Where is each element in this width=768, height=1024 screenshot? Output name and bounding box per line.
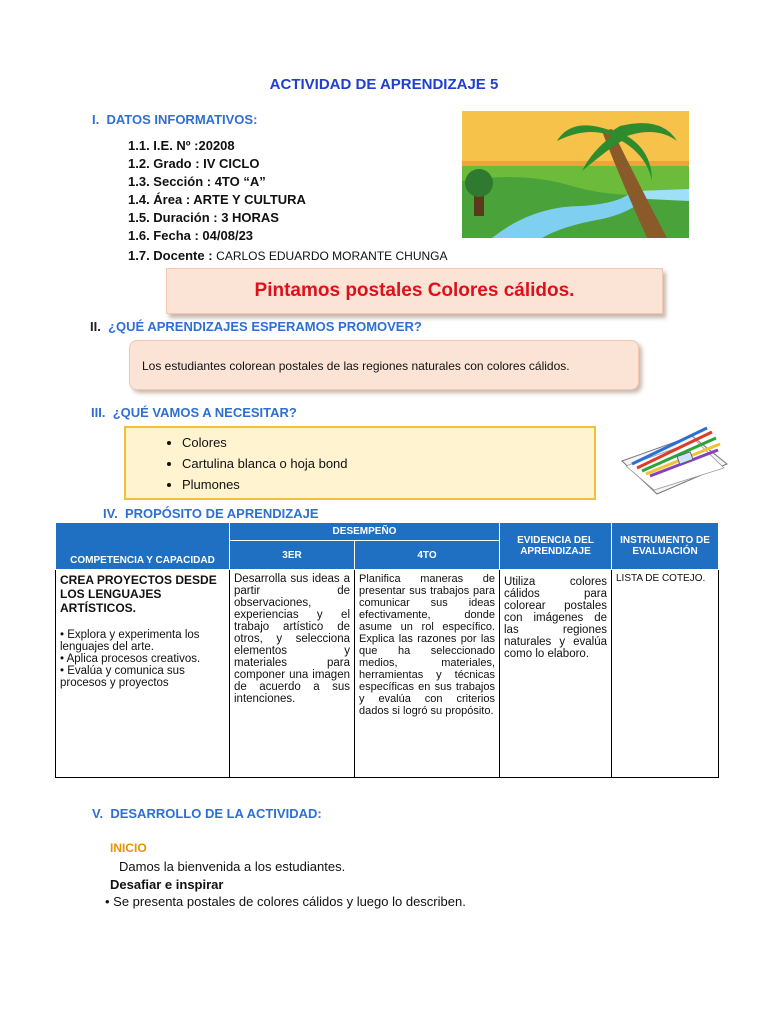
section-label: DATOS INFORMATIVOS: [106, 112, 258, 127]
header-desempeno: DESEMPEÑO [230, 523, 500, 541]
section-number: II. [90, 319, 101, 334]
competencia-title: CREA PROYECTOS DESDE LOS LENGUAJES ARTÍSTICOS. [60, 573, 217, 615]
datos-list [128, 137, 448, 265]
section-label: ¿QUÉ VAMOS A NECESITAR? [112, 405, 297, 420]
info-item: 1.1. I.E. Nº :20208 [128, 138, 235, 153]
header-instrumento: INSTRUMENTO DE EVALUACIÓN [612, 523, 719, 570]
page-title: ACTIVIDAD DE APRENDIZAJE 5 [269, 76, 499, 93]
presenta-text: • Se presenta postales de colores cálidos y luego lo describen. [105, 894, 466, 909]
section-number: V. [92, 806, 104, 821]
pencils-paper-illustration [612, 416, 732, 498]
docente-value: CARLOS EDUARDO MORANTE CHUNGA [216, 249, 448, 263]
section-number: III. [91, 405, 106, 420]
section-label: ¿QUÉ APRENDIZAJES ESPERAMOS PROMOVER? [108, 319, 422, 334]
competencia-cell [56, 570, 230, 778]
desempeno-3er-cell: Desarrolla sus ideas a partir de observaciones, experiencias y el trabajo artístico de otros, y selecciona elementos y materiales para componer una imagen de acuerdo a sus intenciones. [230, 570, 355, 778]
header-3er: 3ER [230, 541, 355, 570]
docente-label: 1.7. Docente : [128, 248, 213, 263]
info-item: 1.5. Duración : 3 HORAS [128, 210, 279, 225]
bienvenida-text: Damos la bienvenida a los estudiantes. [119, 859, 346, 874]
info-item: 1.3. Sección : 4TO “A” [128, 174, 266, 189]
section-heading-necesitar [91, 405, 297, 420]
header-evidencia: EVIDENCIA DEL APRENDIZAJE [500, 523, 612, 570]
material-item: • Plumones [182, 474, 594, 495]
capacidad-item: • Evalúa y comunica sus procesos y proyectos [60, 665, 185, 689]
section-heading-proposito [103, 506, 319, 521]
objective-box: Los estudiantes colorean postales de las regiones naturales con colores cálidos. [129, 340, 639, 390]
section-number: I. [92, 112, 100, 127]
section-heading-datos [92, 112, 257, 127]
materials-list [126, 432, 594, 495]
table-row [56, 570, 719, 778]
info-item: 1.6. Fecha : 04/08/23 [128, 228, 254, 243]
materials-box [124, 426, 596, 500]
info-item: 1.4. Área : ARTE Y CULTURA [128, 192, 306, 207]
section-number: IV. [103, 506, 118, 521]
evidencia-cell: Utiliza colores cálidos para colorear postales con imágenes de las regiones naturales y evalúa como lo elaboro. [500, 570, 612, 778]
capacidad-item: • Explora y experimenta los lenguajes del arte. [60, 629, 200, 653]
section-heading-desarrollo [92, 806, 322, 821]
inicio-heading: INICIO [110, 841, 147, 855]
header-4to: 4TO [355, 541, 500, 570]
info-item-docente [128, 247, 448, 265]
instrumento-cell: LISTA DE COTEJO. [612, 570, 719, 778]
desempeno-4to-cell: Planifica maneras de presentar sus trabajos para comunicar sus ideas efectivamente, donde asume un rol específico. Explica las razones por las que ha seleccionado medios, materiales, herramientas y técnicas específicas en sus trabajos y evalúa con criterios dados si logró su propósito. [355, 570, 500, 778]
section-heading-aprendizajes [90, 319, 422, 334]
section-label: DESARROLLO DE LA ACTIVIDAD: [110, 806, 322, 821]
proposito-table [55, 522, 719, 778]
activity-banner: Pintamos postales Colores cálidos. [166, 268, 663, 314]
capacidad-item: • Aplica procesos creativos. [60, 653, 201, 665]
info-item: 1.2. Grado : IV CICLO [128, 156, 260, 171]
material-item: • Colores [182, 432, 594, 453]
header-competencia: COMPETENCIA Y CAPACIDAD [56, 523, 230, 570]
landscape-illustration [462, 111, 689, 238]
section-label: PROPÓSITO DE APRENDIZAJE [124, 506, 319, 521]
desafiar-heading: Desafiar e inspirar [110, 877, 224, 892]
material-item: • Cartulina blanca o hoja bond [182, 453, 594, 474]
